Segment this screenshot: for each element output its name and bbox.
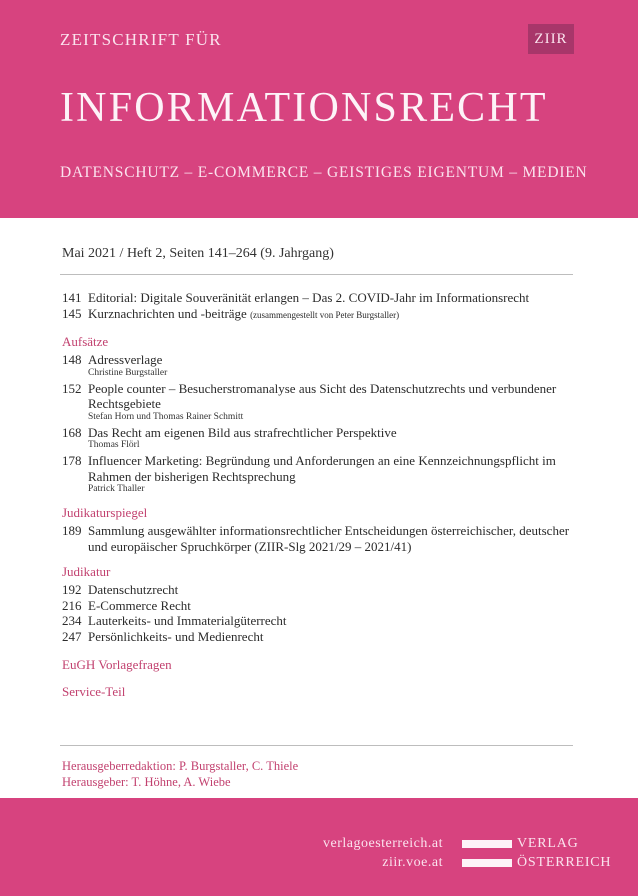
- toc-note: (zusammengestellt von Peter Burgstaller): [250, 309, 400, 320]
- toc-title: Datenschutzrecht: [88, 582, 179, 597]
- toc-entry: [62, 613, 582, 629]
- toc-title: Adressverlage: [88, 352, 163, 367]
- logo-bar-icon: [462, 859, 512, 867]
- section-heading-eugh: EuGH Vorlagefragen: [62, 657, 172, 672]
- toc-entry: [62, 582, 582, 598]
- toc-title: E-Commerce Recht: [88, 597, 191, 613]
- toc-title: [88, 306, 582, 324]
- toc-entry: [62, 306, 582, 324]
- section-heading-judikaturspiegel: Judikaturspiegel: [62, 505, 148, 520]
- toc-page: 234: [62, 613, 82, 628]
- toc-entry: [62, 425, 582, 441]
- toc-entry: [62, 352, 582, 368]
- toc-title: Das Recht am eigenen Bild aus strafrechtlicher Perspektive: [88, 424, 397, 440]
- toc-entry: [62, 598, 582, 614]
- divider-bottom: [60, 745, 573, 746]
- toc-page: 216: [62, 597, 82, 613]
- toc-author: Patrick Thaller: [88, 484, 145, 494]
- toc-entry: [62, 453, 582, 484]
- toc-page: 178: [62, 453, 82, 468]
- toc-author: Thomas Flörl: [88, 440, 140, 450]
- journal-subtitle: DATENSCHUTZ – E-COMMERCE – GEISTIGES EIGENTUM – MEDIEN: [60, 164, 588, 181]
- journal-badge: ZIIR: [528, 24, 574, 54]
- toc-title: People counter – Besucherstromanalyse aus Sicht des Datenschutzrechts und verbundener Rechtsgebiete: [88, 380, 557, 411]
- journal-pre-title: ZEITSCHRIFT FÜR: [60, 30, 222, 49]
- publisher-logo: [462, 834, 611, 872]
- logo-text-oesterreich: ÖSTERREICH: [517, 855, 612, 870]
- toc-page: 145: [62, 305, 82, 321]
- footer-band: [0, 798, 638, 896]
- editorial-board: Herausgeberredaktion: P. Burgstaller, C. Thiele: [62, 759, 299, 773]
- footer-urls: [323, 834, 443, 872]
- toc-author: Christine Burgstaller: [88, 367, 168, 378]
- issue-info: Mai 2021 / Heft 2, Seiten 141–264 (9. Jahrgang): [62, 246, 334, 261]
- toc-title: Sammlung ausgewählter informationsrechtlicher Entscheidungen österreichischer, deutscher und europäischer Spruchkörper (ZIIR-Slg 2021/29 – 2021/41): [88, 523, 570, 554]
- header-band: [0, 0, 638, 218]
- toc-page: 152: [62, 380, 82, 396]
- editors-block: [62, 758, 298, 790]
- toc-page: 247: [62, 628, 82, 644]
- toc-page: 189: [62, 523, 82, 538]
- toc-entry: [62, 523, 582, 554]
- logo-text-verlag: VERLAG: [517, 836, 579, 851]
- section-heading-service: Service-Teil: [62, 684, 126, 699]
- toc-page: 148: [62, 352, 82, 367]
- publisher-url: verlagoesterreich.at: [323, 836, 443, 851]
- toc-entry: [62, 629, 582, 645]
- toc-author: Stefan Horn und Thomas Rainer Schmitt: [88, 411, 244, 422]
- toc-title-text: Kurznachrichten und -beiträge: [88, 305, 247, 321]
- journal-title: INFORMATIONSRECHT: [60, 85, 548, 131]
- logo-bar-icon: [462, 840, 512, 848]
- divider-top: [60, 274, 573, 275]
- toc-entry: [62, 381, 582, 412]
- toc-page: 168: [62, 424, 82, 440]
- section-heading-judikatur: Judikatur: [62, 564, 111, 579]
- table-of-contents: [62, 290, 582, 699]
- toc-entry: [62, 290, 582, 306]
- toc-page: 192: [62, 582, 82, 597]
- journal-url: ziir.voe.at: [382, 855, 443, 870]
- toc-title: Influencer Marketing: Begründung und Anforderungen an eine Kennzeichnungspflicht im Rahmen der bisherigen Rechtsprechung: [88, 453, 556, 484]
- publishers: Herausgeber: T. Höhne, A. Wiebe: [62, 775, 231, 789]
- toc-title: Persönlichkeits- und Medienrecht: [88, 628, 264, 644]
- toc-title: Lauterkeits- und Immaterialgüterrecht: [88, 613, 287, 628]
- toc-title: Editorial: Digitale Souveränität erlangen – Das 2. COVID-Jahr im Informationsrecht: [88, 290, 530, 305]
- section-heading-aufsaetze: Aufsätze: [62, 334, 109, 349]
- toc-page: 141: [62, 290, 82, 305]
